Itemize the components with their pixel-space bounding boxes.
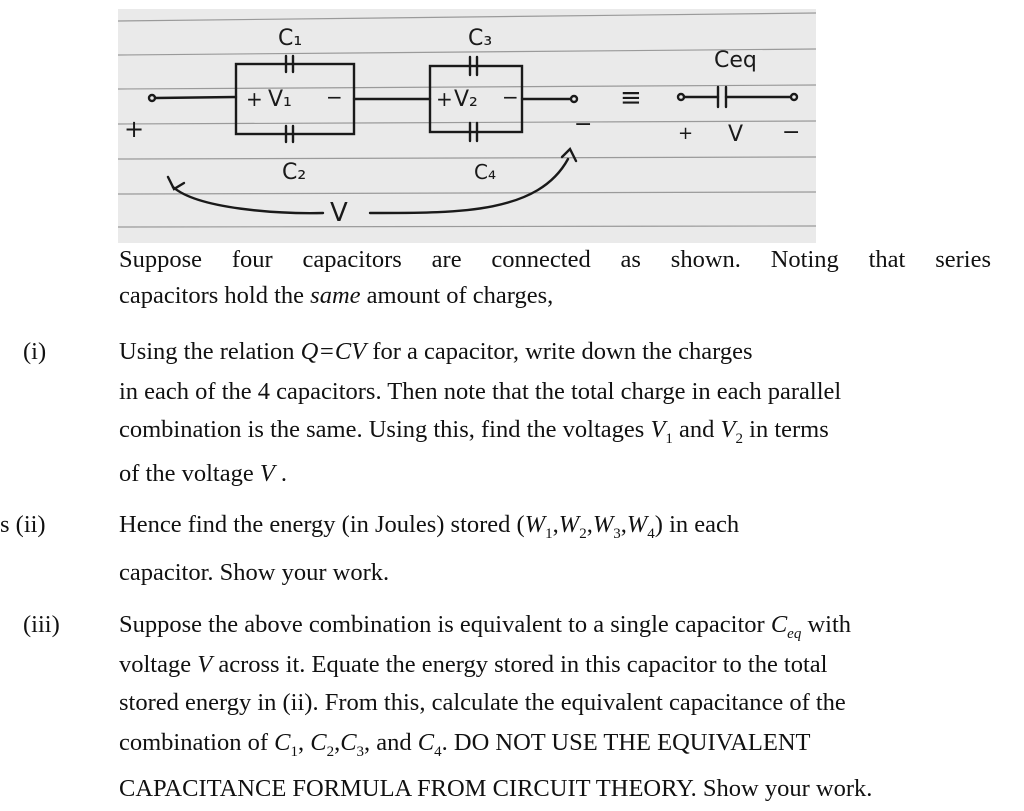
- minus-sign-right: −: [574, 112, 593, 137]
- plus-sign-c3: +: [436, 87, 453, 111]
- item-iii-line-3: stored energy in (ii). From this, calculate the equivalent capacitance of the: [119, 689, 846, 716]
- circuit-sketch: [118, 9, 816, 243]
- item-number-iii: (iii): [23, 611, 60, 638]
- intro-line-1: Suppose four capacitors are connected as shown. Noting that series: [119, 246, 991, 273]
- ceq-right-terminal: [791, 94, 797, 100]
- notebook-lines: [118, 13, 816, 227]
- minus-sign-c3: −: [502, 85, 519, 109]
- item-ii-line-1: Hence find the energy (in Joules) stored $(W_1,W_2,W_3,W_4)$ in each: [119, 511, 740, 542]
- item-i-line-1: Using the relation Q=CV for a capacitor, write down the charges: [119, 338, 753, 365]
- label-c1: C₁: [278, 26, 303, 51]
- equation-q-cv: Q=CV: [300, 338, 367, 365]
- item-iii-line-4: combination of $C_1$, $C_2,C_3$, and $C_4$. DO NOT USE THE EQUIVALENT: [119, 729, 811, 760]
- item-i-line-3: combination is the same. Using this, find the voltages $V_1$ and $V_2$ in terms: [119, 416, 829, 447]
- label-v1: V₁: [268, 87, 292, 112]
- item-iii-line-5: CAPACITANCE FORMULA FROM CIRCUIT THEORY. Show your work.: [119, 775, 873, 802]
- item-iii-line-1: Suppose the above combination is equivalent to a single capacitor $C_{eq}$ with: [119, 611, 852, 642]
- right-terminal: [571, 96, 577, 102]
- item-number-i: (i): [23, 338, 47, 365]
- voltage-arrow-right: [370, 159, 568, 213]
- intro-line-2: capacitors hold the same amount of charges,: [119, 282, 554, 309]
- label-c4: C₄: [474, 160, 496, 184]
- plus-sign-left: +: [124, 115, 145, 143]
- item-iii-line-2: voltage V across it. Equate the energy stored in this capacitor to the total: [119, 651, 828, 678]
- label-c2: C₂: [282, 160, 307, 185]
- label-v-total: V: [330, 198, 348, 228]
- circuit-diagram-photo: [118, 9, 816, 243]
- label-v-ceq: V: [728, 122, 744, 147]
- label-ceq: Ceq: [714, 48, 757, 73]
- item-i-line-4: of the voltage V .: [119, 460, 288, 487]
- emphasis-same: same: [310, 282, 361, 309]
- item-i-line-2: in each of the 4 capacitors. Then note that the total charge in each parallel: [119, 378, 842, 405]
- equivalence-sign: ≡: [620, 83, 642, 113]
- arrow-head-left: [168, 177, 184, 189]
- item-number-ii: s (ii): [0, 511, 46, 538]
- item-ii-line-2: capacitor. Show your work.: [119, 559, 390, 586]
- voltage-arrow-left: [173, 187, 323, 213]
- plus-sign-ceq: +: [678, 123, 694, 144]
- minus-sign-c1: −: [326, 85, 343, 109]
- minus-sign-ceq: −: [782, 120, 801, 145]
- plus-sign-c1: +: [246, 87, 263, 111]
- label-v2: V₂: [454, 87, 478, 112]
- label-c3: C₃: [468, 26, 493, 51]
